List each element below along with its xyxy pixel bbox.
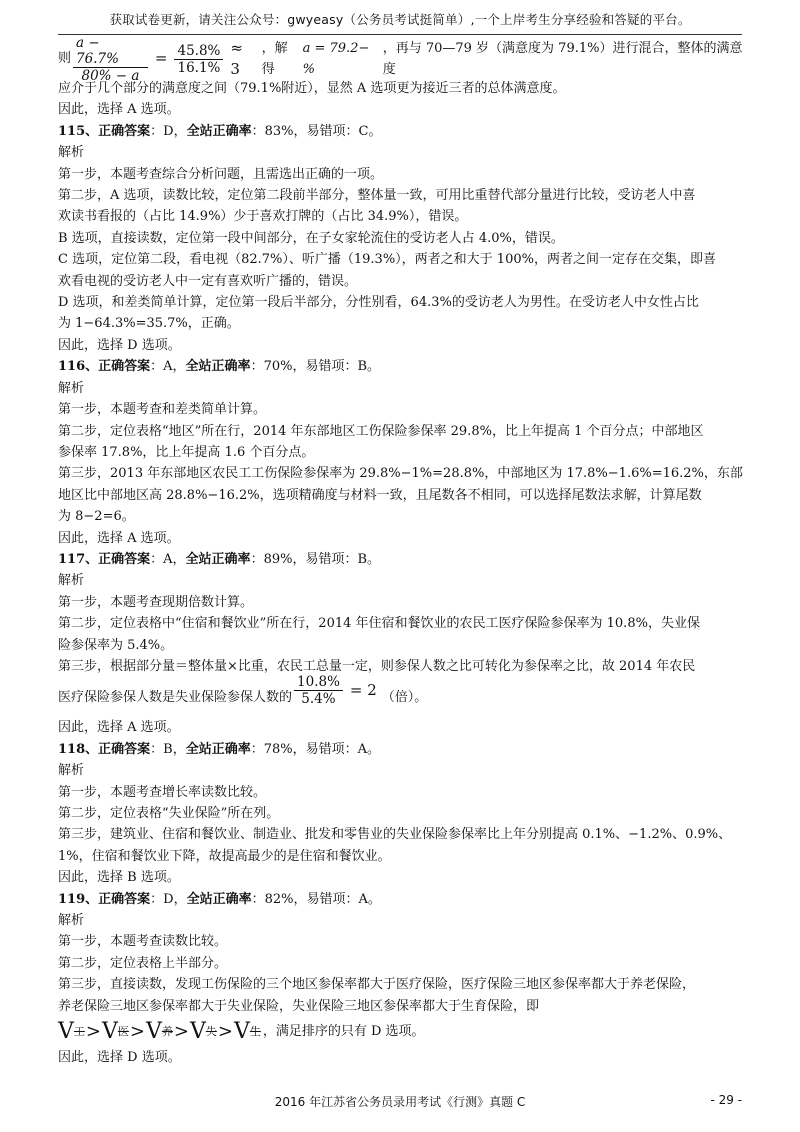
q117-frac-numerator: 10.8%	[294, 674, 343, 691]
q118-answer-label: 正确答案	[98, 741, 151, 757]
q119-inequality-line	[58, 1017, 746, 1047]
q119-v-tail: ，满足排序的只有 D 选项。	[262, 1024, 425, 1040]
q116-analysis-label: 解析	[58, 380, 85, 396]
document-body	[58, 34, 746, 1068]
q115-rate: ：83%，易错项：C。	[251, 123, 382, 139]
page-header: 获取试卷更新，请关注公众号：gwyeasy（公务员考试挺简单）,一个上岸考生分享经验和答疑的平台。	[109, 12, 691, 27]
text-line: D 选项，和差类简单计算，定位第一段后半部分，分性别看，64.3%的受访老人为男性。在受访老人中女性占比	[58, 295, 699, 311]
text-line: 第三步，建筑业、住宿和餐饮业、制造业、批发和零售业的失业保险参保率比上年分别提高 0.1%、−1.2%、0.9%、	[58, 827, 732, 843]
q119-number: 119、	[58, 891, 99, 907]
q118-lines	[58, 782, 746, 889]
text-line: 第三步，2013 年东部地区农民工工伤保险参保率为 29.8%−1%=28.8%，中部地区为 17.8%−1.6%=16.2%，东部	[58, 466, 743, 482]
q116-answer-label: 正确答案	[98, 359, 151, 375]
q119-v-5: V	[233, 1019, 250, 1045]
q119-sub-2: 医	[117, 1025, 129, 1039]
text-line: 因此，选择 D 选项。	[58, 337, 181, 353]
q114-tail2: ，再与 70—79 岁（满意度为 79.1%）进行混合，整体的满意度	[382, 40, 743, 77]
q119-sub-4: 失	[205, 1025, 217, 1039]
text-line: 第三步，直接读数，发现工伤保险的三个地区参保率都大于医疗保险，医疗保险三地区参保率都大于养老保险，	[58, 977, 696, 993]
q114-equation-line	[58, 34, 746, 84]
q117-conclusion: 因此，选择 A 选项。	[58, 720, 180, 736]
q114-frac2-numerator: 45.8%	[174, 43, 223, 60]
q117-rate-label: 全站正确率	[185, 551, 251, 567]
q118-number: 118、	[58, 741, 99, 757]
q115-lines	[58, 164, 746, 357]
q114-approx: ≈ 3	[230, 38, 243, 78]
q117-answer-label: 正确答案	[98, 551, 151, 567]
text-line: C 选项，定位第二段，看电视（82.7%）、听广播（19.3%），两者之和大于 100%，两者之间一定存在交集，即喜	[58, 252, 716, 268]
q114-equals: =	[154, 49, 168, 68]
q117-equals: = 2	[349, 680, 377, 699]
text-line: 第二步，定位表格上半部分。	[58, 955, 228, 971]
q116-lines	[58, 399, 746, 549]
q114-prefix: 则	[58, 51, 72, 67]
text-line: 为 1−64.3%=35.7%，正确。	[58, 316, 240, 332]
q115-analysis-label: 解析	[58, 145, 85, 161]
text-line: 1%，住宿和餐饮业下降，故提高最少的是住宿和餐饮业。	[58, 848, 391, 864]
q116-rate-label: 全站正确率	[185, 359, 251, 375]
text-line: 第一步，本题考查读数比较。	[58, 934, 228, 950]
text-line: 第二步，定位表格中“住宿和餐饮业”所在行，2014 年住宿和餐饮业的农民工医疗保险参保率为 10.8%，失业保	[58, 616, 700, 632]
q117-rate: ：89%，易错项：B。	[250, 551, 381, 567]
q119-v-2: V	[101, 1019, 118, 1045]
q114-fraction-2	[174, 43, 223, 76]
q114-conclusion: 因此，选择 A 选项。	[58, 102, 180, 118]
text-line: 第三步，根据部分量＝整体量×比重，农民工总量一定，则参保人数之比可转化为参保率之比，故 2014 年农民	[58, 658, 696, 674]
q116-number: 116、	[58, 359, 99, 375]
q118-rate: ：78%，易错项：A。	[250, 741, 381, 757]
q117-lines	[58, 592, 746, 678]
q117-heading	[58, 549, 746, 570]
q118-heading	[58, 739, 746, 760]
text-line: 地区比中部地区高 28.8%−16.2%，选项精确度与材料一致，且尾数各不相同，可以选择尾数法求解，计算尾数	[58, 487, 702, 503]
text-line: 第二步，定位表格“地区”所在行，2014 年东部地区工伤保险参保率 29.8%，比上年提高 1 个百分点；中部地区	[58, 423, 704, 439]
q115-answer: ：D，	[150, 123, 187, 139]
q119-answer: ：D，	[150, 891, 187, 907]
text-line: 为 8−2=6。	[58, 509, 135, 525]
text-line: 养老保险三地区参保率都大于失业保险，失业保险三地区参保率都大于生育保险，即	[58, 998, 540, 1014]
text-line: B 选项，直接读数，定位第一段中间部分，在子女家轮流住的受访老人占 4.0%，错误。	[58, 230, 564, 246]
text-line: 第二步，A 选项，读数比较，定位第二段前半部分，整体量一致，可用比重替代部分量进行比较，受访老人中喜	[58, 188, 696, 204]
q116-rate: ：70%，易错项：B。	[250, 359, 381, 375]
q119-v-4: V	[189, 1019, 206, 1045]
q115-heading	[58, 121, 746, 142]
q116-heading	[58, 356, 746, 377]
q117-analysis-label: 解析	[58, 573, 85, 589]
header-rule	[58, 34, 742, 35]
page-footer-title: 2016 年江苏省公务员录用考试《行测》真题 C	[274, 1095, 526, 1109]
q114-frac1-denominator: 80% − a	[81, 67, 140, 84]
q119-sub-1: 工	[73, 1025, 85, 1039]
q116-answer: ：A，	[150, 359, 186, 375]
text-line: 欢读书看报的（占比 14.9%）少于喜欢打牌的（占比 34.9%），错误。	[58, 209, 468, 225]
q119-rate-label: 全站正确率	[186, 891, 252, 907]
q119-answer-label: 正确答案	[98, 891, 151, 907]
q119-sub-5: 生	[249, 1025, 261, 1039]
text-line: 参保率 17.8%，比上年提高 1.6 个百分点。	[58, 444, 315, 460]
q119-conclusion: 因此，选择 D 选项。	[58, 1050, 181, 1066]
q119-v-3: V	[145, 1019, 162, 1045]
q119-gt-1: >	[85, 1021, 101, 1043]
q115-rate-label: 全站正确率	[186, 123, 252, 139]
text-line: 第一步，本题考查现期倍数计算。	[58, 594, 254, 610]
q114-tail: ，解得	[261, 40, 288, 77]
page-number: - 29 -	[710, 1093, 742, 1107]
q117-number: 117、	[58, 551, 99, 567]
text-line: 因此，选择 A 选项。	[58, 530, 180, 546]
q115-number: 115、	[58, 123, 99, 139]
q119-rate: ：82%，易错项：A。	[251, 891, 381, 907]
q119-sub-3: 养	[161, 1025, 173, 1039]
text-line: 第一步，本题考查和差类简单计算。	[58, 402, 267, 418]
q117-fraction	[294, 674, 343, 707]
q117-frac-denominator: 5.4%	[301, 690, 336, 707]
text-line: 第一步，本题考查综合分析问题，且需选出正确的一项。	[58, 166, 384, 182]
q119-gt-3: >	[173, 1021, 189, 1043]
q114-fraction-1	[73, 35, 148, 84]
q117-math-prefix: 医疗保险参保人数是失业保险参保人数的	[58, 689, 293, 705]
text-line: 欢看电视的受访老人中一定有喜欢听广播的，错误。	[58, 273, 358, 289]
q119-heading	[58, 889, 746, 910]
q117-equation-line	[58, 673, 746, 717]
q118-rate-label: 全站正确率	[185, 741, 251, 757]
q114-frac1-numerator: a − 76.7%	[73, 35, 148, 68]
q119-analysis-label: 解析	[58, 913, 85, 929]
q119-lines	[58, 931, 746, 1017]
q119-gt-2: >	[129, 1021, 145, 1043]
q114-line2: 应介于几个部分的满意度之间（79.1%附近），显然 A 选项更为接近三者的总体满意度。	[58, 81, 566, 96]
q118-answer: ：B，	[150, 741, 186, 757]
q114-solve: a = 79.2−%	[302, 40, 370, 77]
text-line: 第一步，本题考查增长率读数比较。	[58, 784, 267, 800]
q119-gt-4: >	[217, 1021, 233, 1043]
q117-math-tail: （倍）。	[381, 689, 428, 705]
text-line: 第二步，定位表格“失业保险”所在列。	[58, 806, 280, 821]
q117-answer: ：A，	[150, 551, 186, 567]
q119-v-1: V	[58, 1019, 74, 1045]
q114-frac2-denominator: 16.1%	[177, 59, 221, 76]
text-line: 险参保率为 5.4%。	[58, 637, 174, 653]
q118-analysis-label: 解析	[58, 763, 85, 779]
q115-answer-label: 正确答案	[98, 123, 151, 139]
text-line: 因此，选择 B 选项。	[58, 870, 180, 886]
